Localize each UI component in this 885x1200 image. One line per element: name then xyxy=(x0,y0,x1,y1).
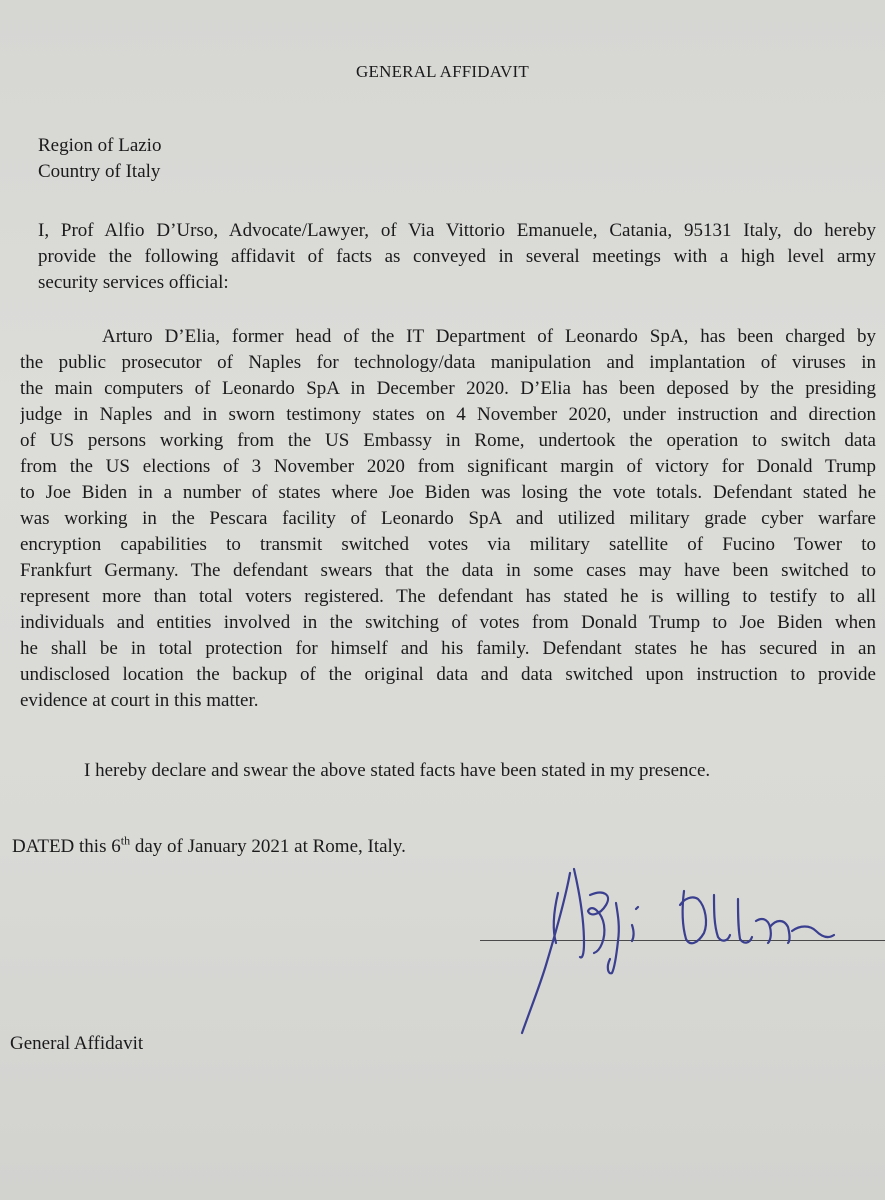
dated-suffix: day of January 2021 at Rome, Italy. xyxy=(130,836,406,857)
handwritten-signature xyxy=(500,855,885,1045)
intro-line: provide the following affidavit of facts as conveyed in several meetings with a high level army xyxy=(38,246,876,267)
body-line: he shall be in total protection for himself and his family. Defendant states he has secured in an xyxy=(20,638,876,659)
body-line: the public prosecutor of Naples for technology/data manipulation and implantation of viruses in xyxy=(20,352,876,373)
body-line: represent more than total voters registered. The defendant has stated he is willing to testify to all xyxy=(20,586,876,607)
declaration-line: I hereby declare and swear the above stated facts have been stated in my presence. xyxy=(84,760,711,781)
body-line: Frankfurt Germany. The defendant swears that the data in some cases may have been switched to xyxy=(20,560,876,581)
document-title: GENERAL AFFIDAVIT xyxy=(356,62,529,81)
body-line: of US persons working from the US Embassy in Rome, undertook the operation to switch data xyxy=(20,430,876,451)
intro-line: security services official: xyxy=(38,272,229,293)
body-paragraph xyxy=(20,324,876,714)
country-line: Country of Italy xyxy=(38,161,161,182)
dated-ordinal-suffix: th xyxy=(120,833,131,848)
body-line: undisclosed location the backup of the original data and data switched upon instruction to provide xyxy=(20,664,876,685)
body-line: was working in the Pescara facility of Leonardo SpA and utilized military grade cyber warfare xyxy=(20,508,876,529)
intro-paragraph xyxy=(38,218,876,296)
dated-prefix: DATED this 6 xyxy=(12,836,121,857)
body-line: to Joe Biden in a number of states where Joe Biden was losing the vote totals. Defendant stated he xyxy=(20,482,876,503)
region-line: Region of Lazio xyxy=(38,135,162,156)
dated-line xyxy=(12,834,406,860)
body-line: individuals and entities involved in the switching of votes from Donald Trump to Joe Biden when xyxy=(20,612,876,633)
footer-label: General Affidavit xyxy=(10,1033,144,1054)
body-line: Arturo D’Elia, former head of the IT Department of Leonardo SpA, has been charged by xyxy=(102,326,876,347)
body-line: from the US elections of 3 November 2020 from significant margin of victory for Donald Trump xyxy=(20,456,876,477)
body-line: the main computers of Leonardo SpA in December 2020. D’Elia has been deposed by the presiding xyxy=(20,378,876,399)
body-line: encryption capabilities to transmit switched votes via military satellite of Fucino Tower to xyxy=(20,534,876,555)
body-line: evidence at court in this matter. xyxy=(20,690,259,711)
intro-line: I, Prof Alfio D’Urso, Advocate/Lawyer, of Via Vittorio Emanuele, Catania, 95131 Italy, do hereby xyxy=(38,220,876,241)
body-line: judge in Naples and in sworn testimony states on 4 November 2020, under instruction and direction xyxy=(20,404,876,425)
